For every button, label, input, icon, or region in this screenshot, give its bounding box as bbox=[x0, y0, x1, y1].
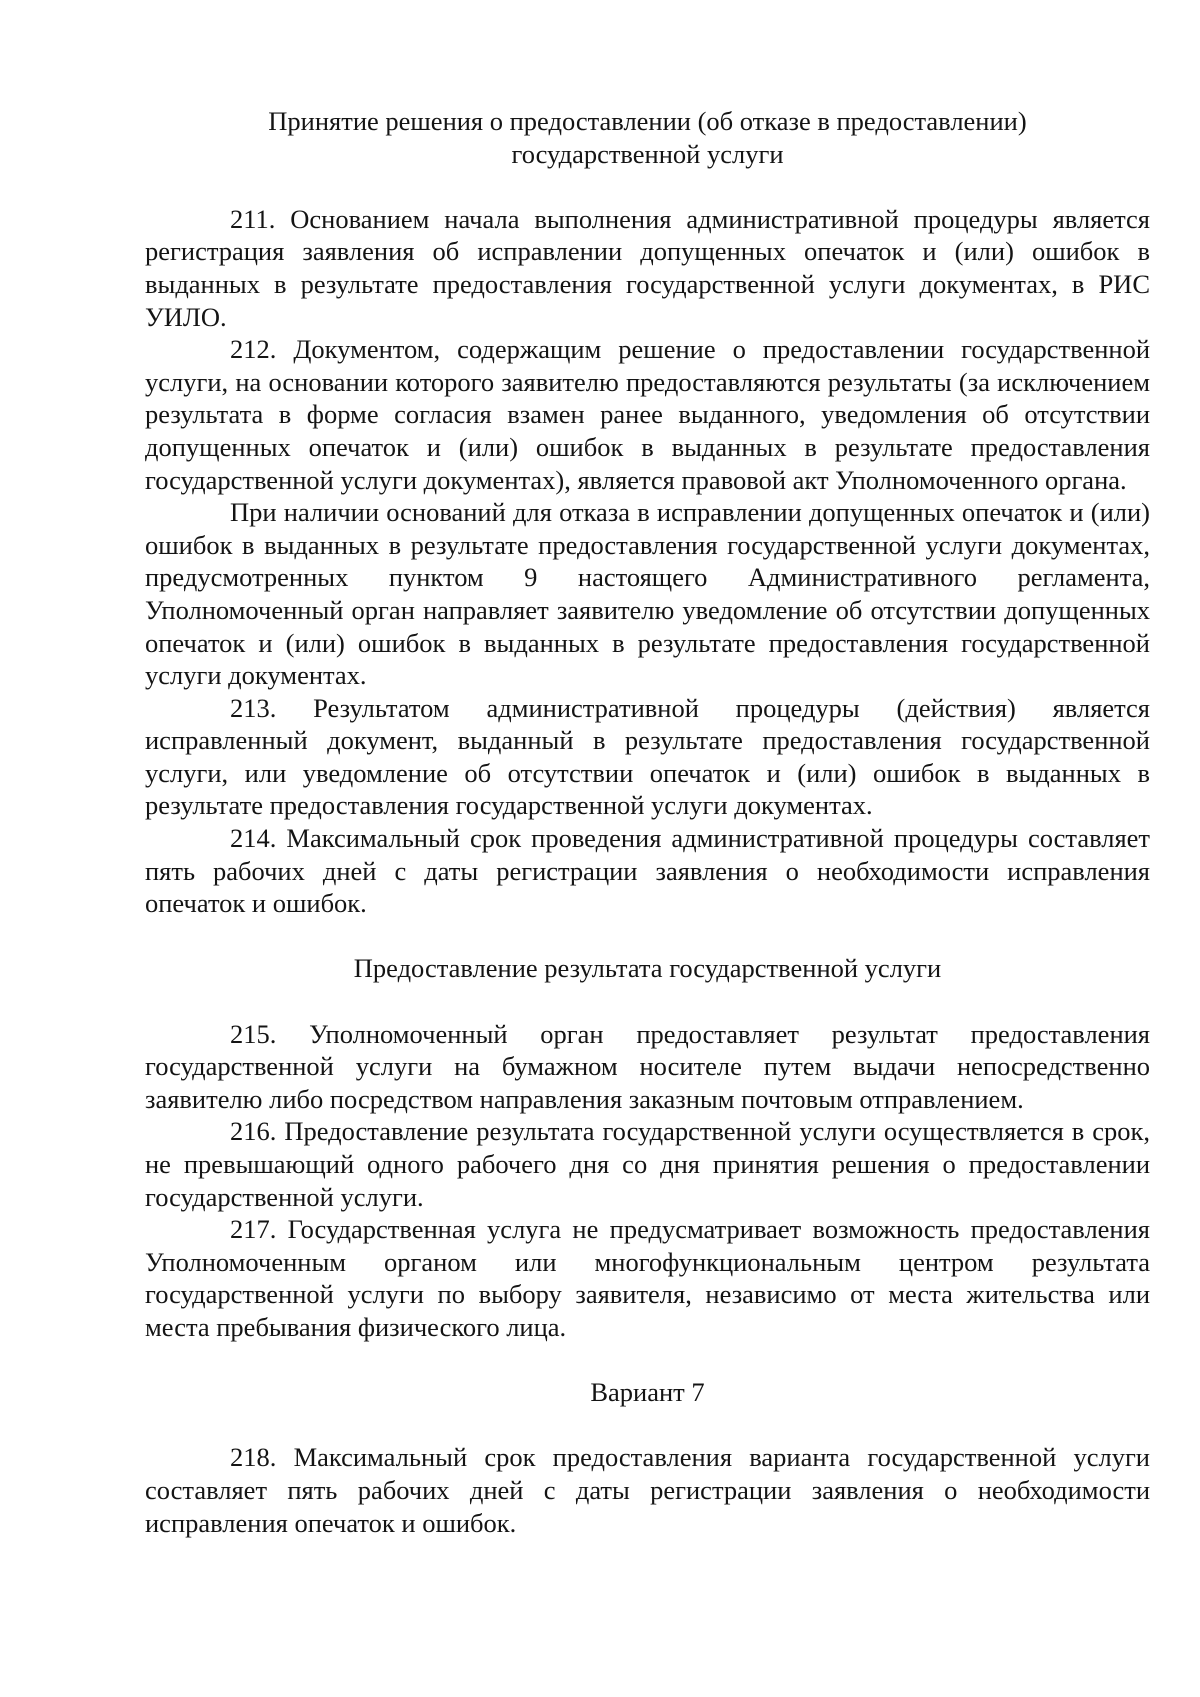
section-heading-decision bbox=[145, 105, 1150, 170]
spacer bbox=[145, 1409, 1150, 1442]
spacer bbox=[145, 920, 1150, 953]
spacer bbox=[145, 985, 1150, 1018]
paragraph-216: 216. Предоставление результата государственной услуги осуществляется в срок, не превышающий одного рабочего дня со дня принятия решения о предоставлении государственной услуги. bbox=[145, 1116, 1150, 1212]
paragraph-217: 217. Государственная услуга не предусматривает возможность предоставления Уполномоченным органом или многофункциональным центром результата государственной услуги по выбору заявителя, независимо от места жительства или места пребывания физического лица. bbox=[145, 1214, 1150, 1342]
section-heading-variant-7: Вариант 7 bbox=[590, 1377, 705, 1408]
paragraph-214: 214. Максимальный срок проведения административной процедуры составляет пять рабочих дней с даты регистрации заявления о необходимости исправления опечаток и ошибок. bbox=[145, 823, 1150, 919]
spacer bbox=[145, 1344, 1150, 1377]
heading-line: государственной услуги bbox=[511, 138, 784, 169]
paragraph-215: 215. Уполномоченный орган предоставляет результат предоставления государственной услуги на бумажном носителе путем выдачи непосредственно заявителю либо посредством направления заказным почтовым отправлением. bbox=[145, 1018, 1150, 1114]
paragraph-211: 211. Основанием начала выполнения административной процедуры является регистрация заявления об исправлении допущенных опечаток и (или) ошибок в выданных в результате предоставления государственной услуги документах, в РИС УИЛО. bbox=[145, 203, 1150, 332]
paragraph-212-refusal: При наличии оснований для отказа в исправлении допущенных опечаток и (или) ошибок в выданных в результате предоставления государственной услуги документах, предусмотренных пунктом 9 настоящего Административного регламента, Уполномоченный орган направляет заявителю уведомление об отсутствии допущенных опечаток и (или) ошибок в выданных в результате предоставления государственной услуги документах. bbox=[145, 497, 1150, 691]
spacer bbox=[145, 170, 1150, 203]
heading-line: Принятие решения о предоставлении (об отказе в предоставлении) bbox=[268, 106, 1027, 136]
paragraph-213: 213. Результатом административной процедуры (действия) является исправленный документ, выданный в результате предоставления государственной услуги, или уведомление об отсутствии опечаток и (или) ошибок в выданных в результате предоставления государственной услуги документах. bbox=[145, 692, 1150, 821]
section-heading-result: Предоставление результата государственной услуги bbox=[353, 953, 942, 984]
document-page bbox=[145, 105, 1150, 1539]
paragraph-218: 218. Максимальный срок предоставления варианта государственной услуги составляет пять рабочих дней с даты регистрации заявления о необходимости исправления опечаток и ошибок. bbox=[145, 1442, 1150, 1538]
paragraph-212: 212. Документом, содержащим решение о предоставлении государственной услуги, на основании которого заявителю предоставляются результаты (за исключением результата в форме согласия взамен ранее выданного, уведомления об отсутствии допущенных опечаток и (или) ошибок в выданных в результате предоставления государственной услуги документах), является правовой акт Уполномоченного органа. bbox=[145, 334, 1150, 495]
